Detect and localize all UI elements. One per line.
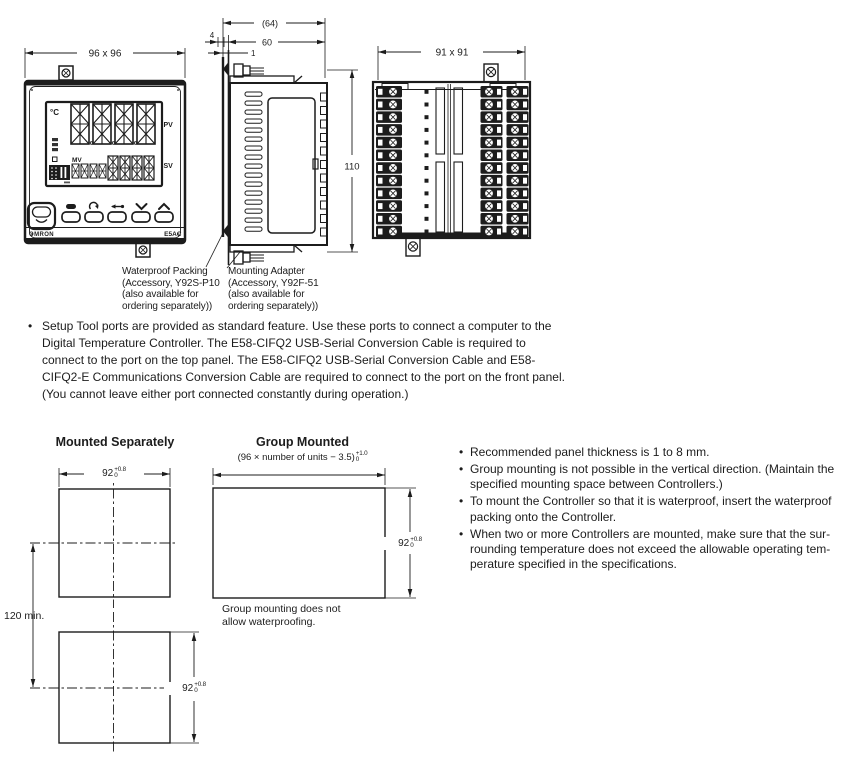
bullet-marker: • [459, 445, 464, 459]
level-key [62, 212, 80, 222]
bottom-mounting-screw [136, 243, 150, 257]
front-width-dimension [25, 48, 185, 78]
terminal-block-left [376, 86, 402, 237]
cutout-width-label: 92 +0.8 0 [84, 467, 144, 480]
bullet-marker: • [459, 461, 464, 476]
formula-main: (96 × number of units − 3.5) [237, 451, 355, 463]
shift-key-icon [111, 204, 124, 208]
mode-key [85, 212, 103, 222]
group-mounting-note: Group mounting does not allow waterproofing. [222, 603, 341, 628]
usb-port-door [28, 203, 55, 229]
waterproof-packing-label [122, 266, 227, 312]
panel-note: • When two or more Controllers are mounted, make sure that the sur- rounding temperature does not exceed the allowable operating tem- perature specified in the specifications. [459, 526, 831, 572]
level-key-icon [66, 204, 76, 209]
terminal-block-right [481, 86, 529, 237]
up-key [155, 212, 173, 222]
panel-cutout-lower [59, 632, 170, 743]
up-key-icon [159, 204, 169, 209]
pv-label: PV [163, 122, 173, 129]
back-top-screw [484, 64, 498, 82]
mv-digits [72, 164, 106, 178]
down-key-icon [137, 204, 147, 209]
group-cutout [213, 488, 385, 598]
panel-note: • Group mounting is not possible in the vertical direction. (Maintain the specified mounting space between Controllers.) [459, 461, 835, 492]
label-line: (Accessory, Y92S-P10 [122, 277, 220, 289]
side-access-door [268, 98, 315, 233]
panel-note: • Recommended panel thickness is 1 to 8 mm. [459, 445, 710, 459]
model-logo: E5AC [164, 231, 182, 238]
side-dim-depth: 60 [261, 37, 273, 48]
note-line: CIFQ2-E Communications Conversion Cable are required to connect to the port on the front panel. [42, 370, 565, 384]
label-line: (Accessory, Y92F-51 [228, 277, 319, 289]
label-line: (also available for [228, 289, 305, 301]
vertical-pitch-label: 120 min. [4, 610, 45, 622]
bar-graph-indicator [49, 165, 70, 183]
panel-note: • To mount the Controller so that it is waterproof, insert the waterproof packing onto the Controller. [459, 494, 832, 524]
mode-key-icon [90, 202, 99, 209]
label-line: (also available for [122, 289, 199, 301]
note-line: connect to the port on the top panel. The E58-CIFQ2 USB-Serial Conversion Cable and E58- [42, 353, 536, 367]
top-clamp [230, 64, 302, 83]
display-window [46, 102, 173, 186]
deviation-indicator [52, 138, 58, 162]
back-bottom-screw [406, 238, 420, 256]
operation-keys [62, 202, 173, 222]
group-mounted-title: Group Mounted [255, 435, 350, 449]
bottom-clamp [230, 245, 302, 264]
label-line: ordering separately)) [228, 300, 319, 312]
ventilation-slots [245, 92, 262, 231]
panel-mounting-notes [458, 445, 854, 574]
waterproof-leader-line [206, 233, 223, 267]
label-line: ordering separately)) [122, 300, 213, 312]
side-height-dimension [327, 70, 360, 252]
bullet-marker: • [459, 526, 464, 541]
note-line: (You cannot leave either port connected constantly during operation.) [42, 387, 409, 401]
mounting-adapter-label [228, 266, 333, 312]
front-dim-label: 96 x 96 [88, 48, 122, 60]
sv-label: SV [163, 163, 173, 170]
celsius-indicator: °C [50, 108, 59, 117]
label-line: Waterproof Packing [122, 266, 208, 277]
brand-logo: OMRON [29, 232, 54, 238]
down-key [132, 212, 150, 222]
side-dim-height: 110 [344, 161, 360, 173]
group-cutout-height-label: 92 +0.8 0 [380, 537, 440, 550]
formula-tolerance: +1.0 0 [355, 450, 368, 464]
bullet-marker: • [459, 494, 464, 509]
side-dim-gap: 1 [251, 49, 256, 58]
label-line: Mounting Adapter [228, 266, 305, 277]
back-dim-label: 91 x 91 [435, 47, 469, 59]
mv-label: MV [72, 157, 82, 164]
cutout-height-label: 92 +0.8 0 [164, 682, 224, 695]
back-view-drawing [368, 40, 540, 265]
top-mounting-screw [59, 66, 73, 80]
panel-and-bezel-edge [223, 50, 229, 265]
setup-tool-note [28, 318, 642, 403]
bullet-marker: • [28, 319, 33, 333]
mounted-separately-title: Mounted Separately [55, 435, 175, 449]
front-view-drawing [15, 40, 215, 265]
side-dim-total: (64) [261, 18, 279, 29]
pv-digits [71, 104, 155, 144]
back-width-dimension [378, 46, 525, 80]
shift-key [108, 212, 126, 222]
center-connector [425, 84, 463, 236]
sv-digits [108, 156, 154, 180]
note-line: Setup Tool ports are provided as standard feature. Use these ports to connect a computer to the [42, 319, 552, 333]
side-dim-front: 4 [209, 31, 215, 40]
side-body [230, 64, 327, 264]
note-line: Digital Temperature Controller. The E58-CIFQ2 USB-Serial Conversion Cable is required to [42, 336, 526, 350]
